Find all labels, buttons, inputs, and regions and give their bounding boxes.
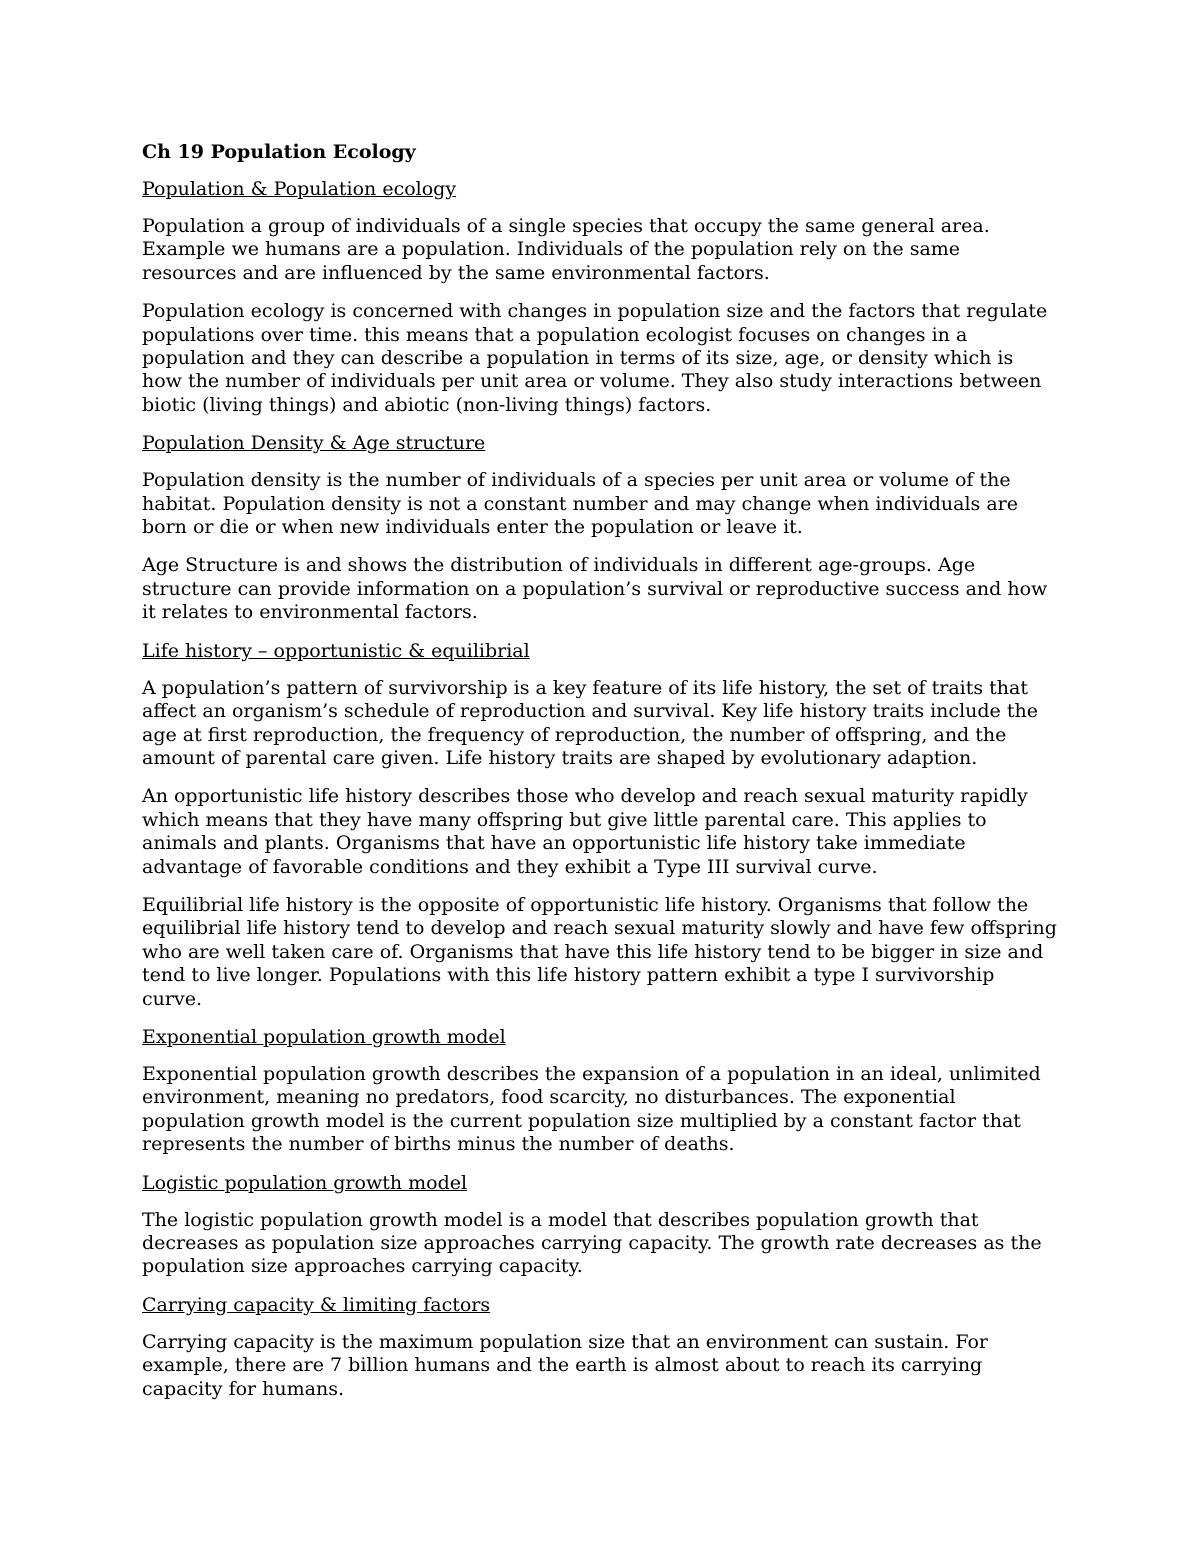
paragraph: A population’s pattern of survivorship is a key feature of its life history, the set of traits that affect an organism’s schedule of reproduction and survival. Key life history traits include the age at first reproduction, the frequency of reproduction, the number of offspring, and the amount of parental care given. Life history traits are shaped by evolutionary adaption.: [142, 676, 1038, 769]
paragraph: Carrying capacity is the maximum population size that an environment can sustain. For example, there are 7 billion humans and the earth is almost about to reach its carrying capacity for humans.: [142, 1330, 988, 1400]
paragraph: Population density is the number of individuals of a species per unit area or volume of the habitat. Population density is not a constant number and may change when individuals are born or die or when new individuals enter the population or leave it.: [142, 469, 1018, 539]
section-heading-logistic-growth: Logistic population growth model: [142, 1171, 468, 1194]
section-heading-population: Population & Population ecology: [142, 178, 457, 200]
section-heading-carrying-capacity: Carrying capacity & limiting factors: [142, 1293, 491, 1316]
document-title: Ch 19 Population Ecology: [142, 141, 416, 163]
paragraph: Equilibrial life history is the opposite of opportunistic life history. Organisms that follow the equilibrial life history tend to develop and reach sexual maturity slowly and have few offspring who are well taken care of. Organisms that have this life history tend to be bigger in size and tend to live longer. Populations with this life history pattern exhibit a type I survivorship curve.: [142, 893, 1057, 1010]
document-page: [142, 140, 1057, 1416]
paragraph: The logistic population growth model is a model that describes population growth that decreases as population size approaches carrying capacity. The growth rate decreases as the population size approaches carrying capacity.: [142, 1208, 1042, 1278]
section-heading-exponential-growth: Exponential population growth model: [142, 1025, 506, 1048]
paragraph: Population a group of individuals of a single species that occupy the same general area. Example we humans are a population. Individuals of the population rely on the same resources and are influenced by the same environmental factors.: [142, 215, 990, 284]
paragraph: An opportunistic life history describes those who develop and reach sexual maturity rapidly which means that they have many offspring but give little parental care. This applies to animals and plants. Organisms that have an opportunistic life history take immediate advantage of favorable conditions and they exhibit a Type III survival curve.: [142, 785, 1028, 878]
paragraph: Age Structure is and shows the distribution of individuals in different age-groups. Age structure can provide information on a population’s survival or reproductive success and how it relates to environmental factors.: [142, 554, 1048, 624]
paragraph: Population ecology is concerned with changes in population size and the factors that regulate populations over time. this means that a population ecologist focuses on changes in a population and they can describe a population in terms of its size, age, or density which is how the number of individuals per unit area or volume. They also study interactions between biotic (living things) and abiotic (non-living things) factors.: [142, 300, 1048, 416]
section-heading-life-history: Life history – opportunistic & equilibrial: [142, 639, 530, 662]
section-heading-density-age: Population Density & Age structure: [142, 432, 486, 455]
paragraph: Exponential population growth describes the expansion of a population in an ideal, unlimited environment, meaning no predators, food scarcity, no disturbances. The exponential population growth model is the current population size multiplied by a constant factor that represents the number of births minus the number of deaths.: [142, 1062, 1041, 1156]
